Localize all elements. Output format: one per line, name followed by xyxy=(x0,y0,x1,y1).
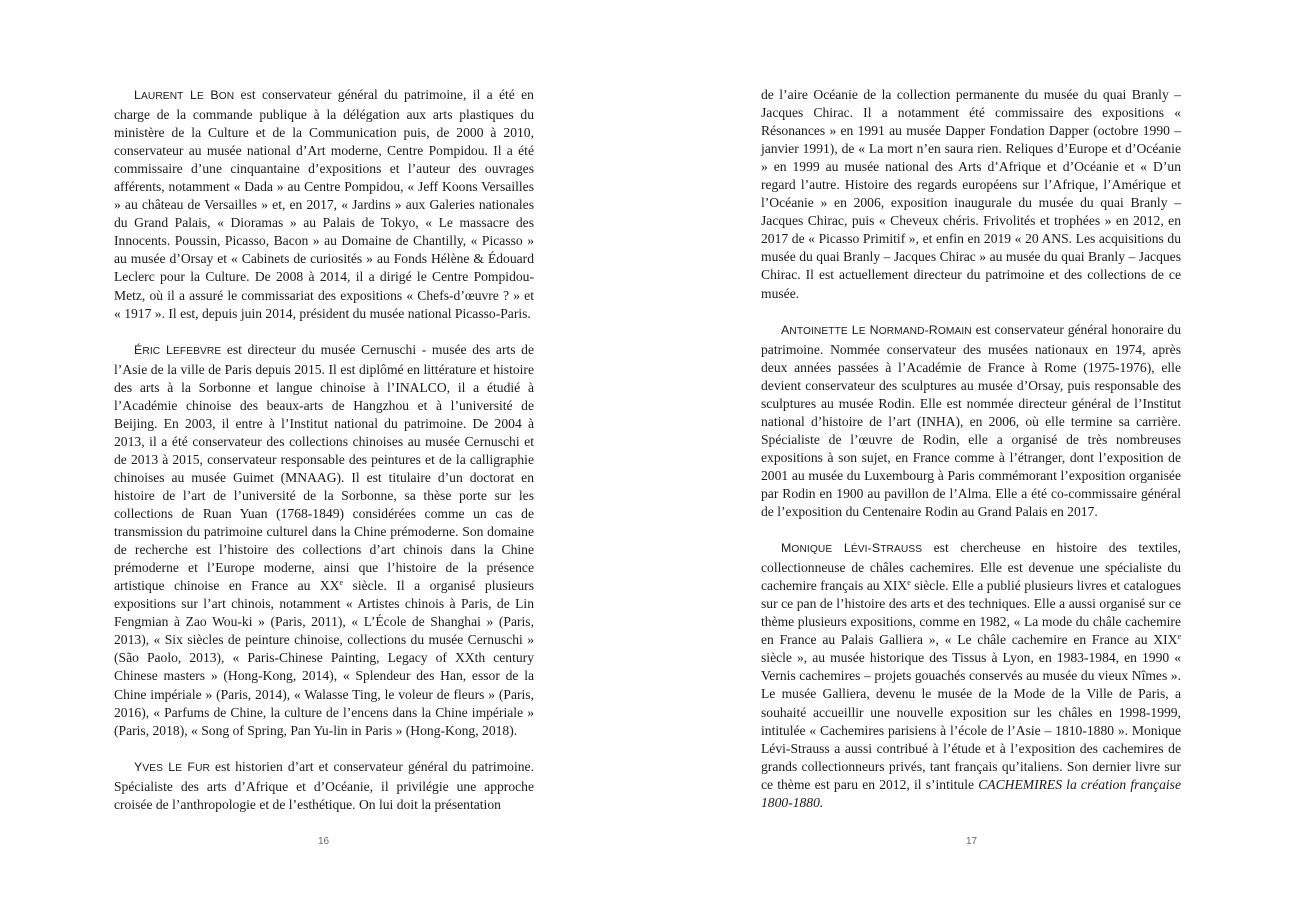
bio-text: siècle. Elle a publié plusieurs livres et catalogues sur ce pan de l’histoire des arts et des techniques. Elle a aussi organisé sur ce thème plusieurs expositions, comme en 1982, « La mode du châle cachemire en France au Palais Galliera », « Le châle cachemire en France au XIX xyxy=(761,578,1181,648)
superscript: e xyxy=(1177,632,1181,642)
left-page xyxy=(114,86,534,814)
bio-text: est chercheuse en histoire des textiles, collectionneuse de châles cachemires. Elle est devenue une spécialiste du cachemire français au XIX xyxy=(761,540,1181,594)
bio-name: MONIQUE LÉVI-STRAUSS xyxy=(781,541,923,556)
bio-name: YVES LE FUR xyxy=(134,759,210,774)
bio-monique-levi-strauss xyxy=(761,539,1181,812)
bio-name: ÉRIC LEFEBVRE xyxy=(134,342,222,357)
bio-name: LAURENT LE BON xyxy=(134,88,235,102)
bio-yves-le-fur xyxy=(114,758,534,814)
bio-eric-lefebvre xyxy=(114,341,534,740)
bio-text: est conservateur général honoraire du patrimoine. Nommée conservateur des musées nationaux en 1974, après deux années passées à l’Académie de France à Rome (1975-1976), elle devient conservateur des sculptures au musée d’Orsay, puis responsable des sculptures au musée Rodin. Elle est nommée directeur général de l’Institut national d’histoire de l’art (INHA), en 2006, où elle termine sa carrière. Spécialiste de l’œuvre de Rodin, elle a organisé de très nombreuses expositions à son sujet, en France comme à l’étranger, dont l’exposition de 2001 au musée du Luxembourg à Paris commémorant l’exposition organisée par Rodin en 1900 au pavillon de l’Alma. Elle a été co-commissaire général de l’exposition du Centenaire Rodin au Grand Palais en 2017. xyxy=(761,321,1181,520)
page-number-left: 16 xyxy=(318,836,330,847)
superscript: e xyxy=(907,578,911,588)
bio-text: est directeur du musée Cernuschi - musée des arts de l’Asie de la ville de Paris depuis 2015. Il est diplômé en littérature et histoire des arts à la Sorbonne et langue chinoise à l’INALCO, il a étudié à l’Académie chinoise des beaux-arts de Hangzhou et à l’université de Beijing. En 2003, il entre à l’Institut national du patrimoine. De 2004 à 2013, il a été conservateur des collections chinoises au musée Cernuschi et de 2013 à 2015, conservateur responsable des peintures et de la calligraphie chinoises au musée Guimet (MNAAG). Il est titulaire d’un doctorat en histoire de l’art de l’université de la Sorbonne, sa thèse porte sur les collections de Ruan Yuan (1768-1849) considérées comme un cas de transmission du patrimoine culturel dans la Chine prémoderne. Son domaine de recherche est l’histoire des collections d’art chinois dans la Chine prémoderne et l’Europe moderne, ainsi que l’histoire de la présence artistique chinoise en France au XX xyxy=(114,341,534,594)
bio-text: est historien d’art et conservateur général du patrimoine. Spécialiste des arts d’Afrique et d’Océanie, il privilégie une approche croisée de l’anthropologie et de l’esthétique. On lui doit la présentation xyxy=(114,758,534,812)
bio-antoinette-le-normand-romain xyxy=(761,321,1181,522)
bio-continuation: de l’aire Océanie de la collection permanente du musée du quai Branly – Jacques Chirac. Il a notamment été commissaire des expositions « Résonances » en 1991 au musée Dapper Fondation Dapper (octobre 1990 – janvier 1991), de « La mort n’en saura rien. Reliques d’Europe et d’Océanie » en 1999 au musée national des Arts d’Afrique et d’Océanie et « D’un regard l’autre. Histoire des regards européens sur l’Afrique, l’Amérique et l’Océanie » en 2006, exposition inaugurale du musée du quai Branly – Jacques Chirac, puis « Cheveux chéris. Frivolités et trophées » en 2012, en 2017 de « Picasso Primitif », et enfin en 2019 « 20 ANS. Les acquisitions du musée du quai Branly – Jacques Chirac » au musée du quai Branly – Jacques Chirac. Il est actuellement directeur du patrimoine et des collections de ce musée. xyxy=(761,87,1181,301)
superscript: e xyxy=(339,578,344,588)
bio-text: siècle. Il a organisé plusieurs expositions sur l’art chinois, notamment « Artistes chinois à Paris, de Lin Fengmian à Zao Wou-ki » (Paris, 2011), « L’École de Shanghai » (Paris, 2013), « Six siècles de peinture chinoise, collections du musée Cernuschi » (São Paolo, 2013), « Paris-Chinese Painting, Legacy of XXth century Chinese masters » (Hong-Kong, 2014), « Splendeur des Han, essor de la Chine impériale » (Paris, 2014), « Walasse Ting, le voleur de fleurs » (Paris, 2016), « Parfums de Chine, la culture de l’encens dans la Chine impériale » (Paris, 2018), « Song of Spring, Pan Yu-lin in Paris » (Hong-Kong, 2018). xyxy=(114,578,534,738)
bio-text: est conservateur général du patrimoine, il a été en charge de la commande publique à la délégation aux arts plastiques du ministère de la Culture et de la Communication puis, de 2000 à 2010, conservateur au musée national d’Art moderne, Centre Pompidou. Il a été commissaire d’une cinquantaine d’expositions et l’auteur des ouvrages afférents, notamment « Dada » au Centre Pompidou, « Jeff Koons Versailles » au château de Versailles » et, en 2017, « Jardins » aux Galeries nationales du Grand Palais, « Dioramas » au Palais de Tokyo, « Le massacre des Innocents. Poussin, Picasso, Bacon » au Domaine de Chantilly, « Picasso » au musée d’Orsay et « Cabinets de curiosités » au Fonds Hélène & Édouard Leclerc pour la Culture. De 2008 à 2014, il a dirigé le Centre Pompidou-Metz, où il a assuré le commissariat des expositions « Chefs-d’œuvre ? » et « 1917 ». Il est, depuis juin 2014, président du musée national Picasso-Paris. xyxy=(114,87,534,321)
bio-laurent-le-bon xyxy=(114,86,534,323)
page-number-right: 17 xyxy=(966,836,978,847)
book-title: CACHEMIRES la création française 1800-1880. xyxy=(761,776,1181,810)
bio-name: ANTOINETTE LE NORMAND-ROMAIN xyxy=(781,322,972,337)
bio-text: siècle », au musée historique des Tissus à Lyon, en 1983-1984, en 1990 « Vernis cachemires – projets gouachés conservés au musée du vieux Nîmes ». Le musée Galliera, devenu le musée de la Mode de la Ville de Paris, a souhaité accueillir une nouvelle exposition sur les châles en 1998-1999, intitulée « Cachemires parisiens à l’école de l’Asie – 1810-1880 ». Monique Lévi-Strauss a aussi contribué à l’étude et à l’exposition des cachemires de grands collectionneurs privés, tant français qu’italiens. Son dernier livre sur ce thème est paru en 2012, il s’intitule xyxy=(761,650,1181,792)
right-page xyxy=(761,86,1181,812)
